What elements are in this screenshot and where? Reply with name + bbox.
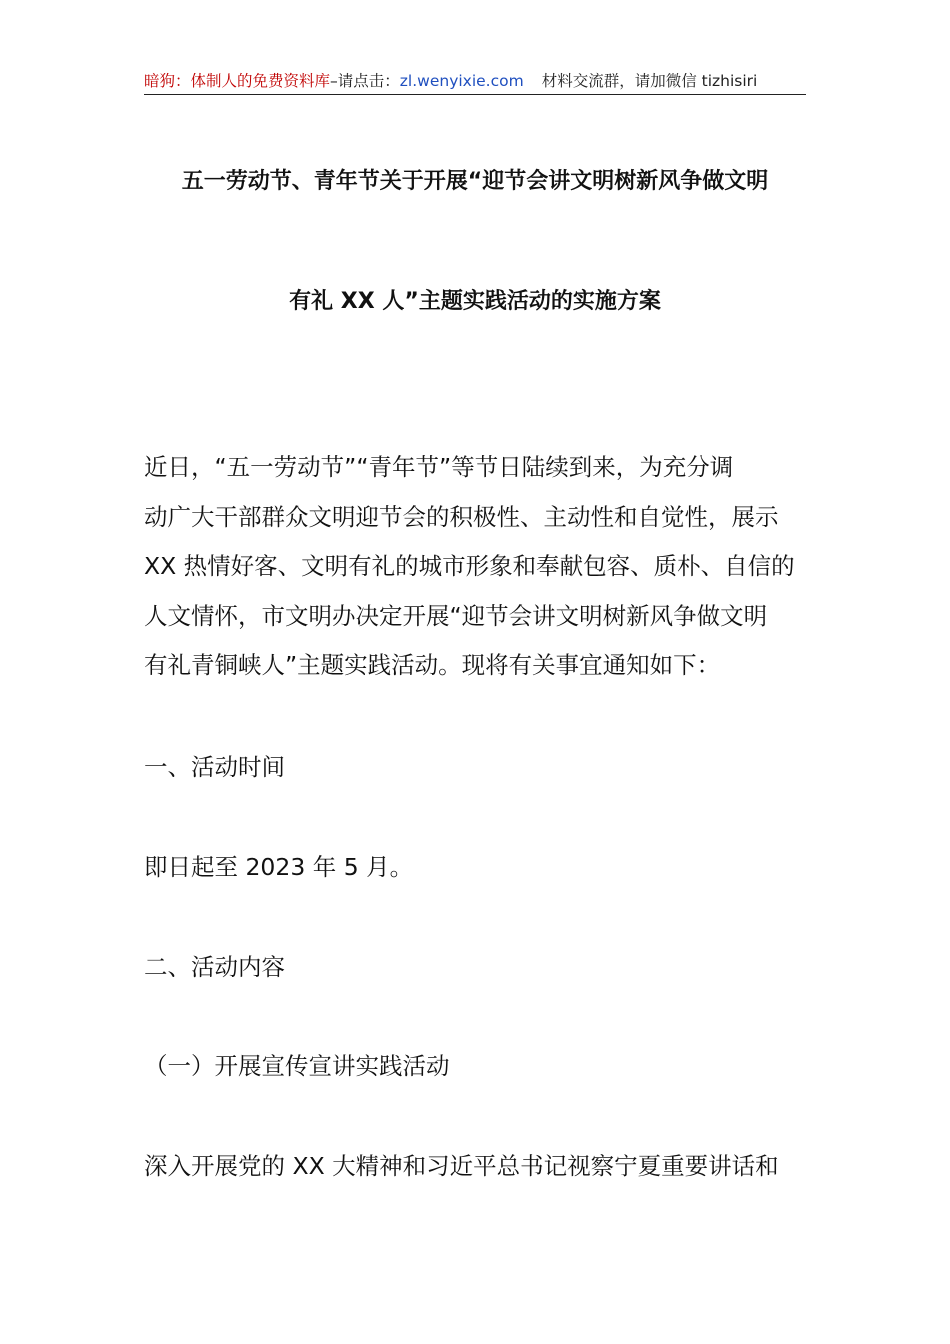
subsection-1-heading: （一）开展宣传宣讲实践活动: [144, 1052, 450, 1080]
page-header: [144, 68, 806, 95]
section-2-heading: 二、活动内容: [144, 953, 285, 981]
intro-line: 人文情怀，市文明办决定开展“迎节会讲文明树新风争做文明: [144, 601, 768, 630]
document-title-line-1: 五一劳动节、青年节关于开展“迎节会讲文明树新风争做文明: [181, 169, 769, 194]
document-title-line-2: 有礼 XX 人”主题实践活动的实施方案: [289, 289, 661, 314]
header-link[interactable]: zl.wenyixie.com: [399, 72, 524, 90]
section-1-text: 即日起至 2023 年 5 月。: [144, 853, 414, 881]
header-contact: 材料交流群，请加微信 tizhisiri: [541, 72, 758, 90]
header-brand: 暗狗：体制人的免费资料库: [144, 72, 331, 90]
header-prompt: –请点击：: [330, 72, 400, 90]
intro-line: 近日，“五一劳动节”“青年节”等节日陆续到来，为充分调: [144, 453, 734, 481]
subsection-1-text: 深入开展党的 XX 大精神和习近平总书记视察宁夏重要讲话和: [144, 1152, 779, 1180]
intro-line: 动广大干部群众文明迎节会的积极性、主动性和自觉性，展示: [144, 502, 779, 531]
intro-paragraph: [144, 443, 808, 691]
section-1-heading: 一、活动时间: [144, 753, 285, 781]
intro-line: 有礼青铜峡人”主题实践活动。现将有关事宜通知如下：: [144, 651, 721, 679]
intro-line: XX 热情好客、文明有礼的城市形象和奉献包容、质朴、自信的: [144, 552, 795, 580]
